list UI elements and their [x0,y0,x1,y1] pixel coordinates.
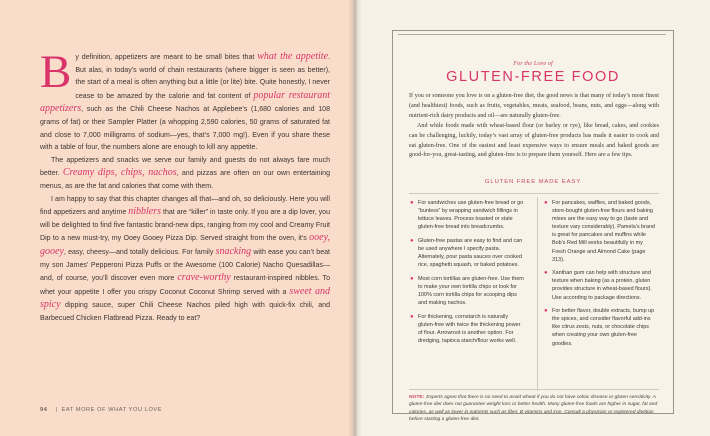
tip-text: Xanthan gum can help with structure and texture when baking (as a protein, gluten provides structure in wheat-based flours). Use according to package directions. [552,270,652,301]
body-text: dipping sauce, super Chili Cheese Nachos piled high with quick-fix chili, and Barbecued Chicken Flatbread Pizza. Ready to eat? [40,302,330,322]
tips-column-left [410,199,524,351]
tip-text: For better flavor, double extracts, bump up the spices, and consider flavorful add-ins like citrus zests, nuts, or chocolate chips when creating your own gluten-free goodies. [552,308,655,347]
bullet-icon: ● [410,275,414,282]
highlight-phrase: crave-worthy [177,272,231,284]
body-paragraph [40,155,330,194]
body-text: , and pizzas are often on our own entertaining menus, as are the fat and calories that come with them. [40,170,330,190]
body-text: with ease you can’t beat my son James’ Pepperoni Pizza Puffs or the Awesome (100 Calorie) Nacho Quesadillas—and, of course, you’ll discover even more [40,248,330,283]
tip-item [544,199,658,264]
tip-text: Most corn tortillas are gluten-free. Use them to make your own tortilla chips or look for 100% corn tortilla chips for scooping dips and making nachos. [418,275,524,307]
highlight-phrase: popular restaurant appetizers [40,89,330,115]
panel-intro [409,92,659,161]
tip-item [410,313,524,345]
highlight-phrase: snacking [215,245,252,257]
bullet-icon: ● [410,237,414,244]
body-text: , such as the Chili Cheese Nachos at Applebee’s (1,680 calories and 108 grams of fat) or their Sampler Platter (a whopping 2,590 calories, 50 grams of saturated fat and close to 7,000 milligrams of sodium—yes, that’s 7,000 mg!). Even if you share these with a table of four, the numbers alone are enough to kill any appetite. [40,106,330,152]
tip-item [410,275,524,307]
tips-rule [409,193,659,194]
bullet-icon: ● [410,200,414,206]
highlight-phrase: Creamy dips, chips, nachos [62,167,177,179]
tips-heading: GLUTEN FREE MADE EASY [484,179,582,185]
book-gutter [348,0,362,436]
intro-paragraph: And while foods made with wheat-based flour (or barley or rye), like bread, cakes, and cookies can be challenging, luckily, today’s vast array of gluten-free products has made it easier to cook and eat gluten-free. One of the easiest and least expensive ways to ensure meals and baked goods are good-for-you, great-tasting, and gluten-free is to prepare them yourself. Here are a few tips. [409,122,659,159]
tip-item [544,269,658,301]
left-body-text [40,46,331,325]
highlight-phrase: ooey, gooey [40,232,330,257]
tip-item [410,199,524,231]
page-footer [40,407,162,413]
body-text: The appetizers and snacks we serve our family and guests do not always fare much better. [40,156,330,178]
tip-item [544,307,658,347]
tips-column-right [544,199,658,353]
intro-paragraph: If you or someone you love is on a gluten-free diet, the good news is that many of today’s most finest (and healthiest) foods, such as fruits, vegetables, meats, seafood, beans, nuts, and eggs—along with nutrient-rich dairy products and oil—are naturally gluten-free. [409,93,659,119]
note-rule [409,389,659,390]
body-text: , easy, cheesy—and totally delicious. For family [63,248,216,256]
body-paragraph [40,194,330,326]
kicker-rule [398,34,666,35]
column-divider [537,197,538,391]
panel-note [409,394,659,424]
bullet-icon: ● [544,308,548,315]
body-text: . But alas, in today’s world of chain restaurants (where bigger is seen as better), the start of a meal is often anything but a little (or lite) bite. Quite honestly, I never cease to be amazed by the calorie and fat content of [75,54,330,100]
tip-item [410,237,524,269]
sidebar-panel [392,30,674,423]
body-text: restaurant-inspired nibbles. To whet your appetite I offer you crispy Coconut Coconut Shrimp served with a [40,275,331,296]
panel-kicker: For the Love of [393,60,673,67]
tip-text: For thickening, cornstarch is naturally gluten-free with twice the thickening power of flour. Arrowroot is another option. For dredging, tapioca starch/flour works well. [418,313,521,344]
drop-cap: B [40,46,72,98]
body-text: that are “killer” in taste only. If you are a dip lover, you will be delighted to find five fantastic brand-new dips, ranging from my cool and Creamy Fruit Dip to a new must-try, my Ooey Gooey Pizza Dip. Served straight from the oven, it’s [40,209,330,243]
tip-text: For sandwiches use gluten-free bread or go “bunless” by wrapping sandwich fillings in lettuce leaves. Process toasted or stale gluten-free bread into breadcrumbs. [418,200,524,231]
body-paragraph [40,46,330,155]
body-text: I am happy to say that this chapter changes all that—and oh, so deliciously. Here you will find appetizers and anytime [40,195,330,217]
bullet-icon: ● [410,313,414,320]
highlight-phrase: sweet and spicy [40,285,331,311]
bullet-icon: ● [544,270,548,277]
tip-text: Gluten-free pastas are easy to find and can be used anywhere I specify pasta. Alternately, pour pasta sauces over cooked rice, spaghetti squash, or baked potatoes. [418,237,523,269]
panel-title: GLUTEN-FREE FOOD [446,69,620,85]
footer-separator: | [55,407,58,413]
highlight-phrase: what the appetite [257,51,329,62]
running-head: EAT MORE OF WHAT YOU LOVE [61,407,163,413]
bullet-icon: ● [544,200,548,206]
tip-text: For pancakes, waffles, and baked goods, store-bought gluten-free flours and baking mixes are the easy way to go (taste and texture vary considerably). Pamela’s brand is great for pancakes and muffins while Bob’s Red Mill works beautifully in my Fresh Orange and Almond Cake (page 313). [552,200,655,263]
body-text: y definition, appetizers are meant to be small bites that [75,54,258,61]
page-number: 94 [40,407,48,413]
note-text: Experts agree that there is no need to avoid wheat if you do not have celiac disease or gluten sensitivity. A gluten-free diet does not guarantee weight loss or better health. Many gluten-free foods are higher in sugar, fat and calories, as well as lower in nutrients such as fiber, B vitamins and iron. Consult a physician or registered dietitian before starting a gluten-free diet. [409,395,658,423]
note-label: NOTE: [409,395,425,400]
highlight-phrase: nibblers [128,206,162,218]
